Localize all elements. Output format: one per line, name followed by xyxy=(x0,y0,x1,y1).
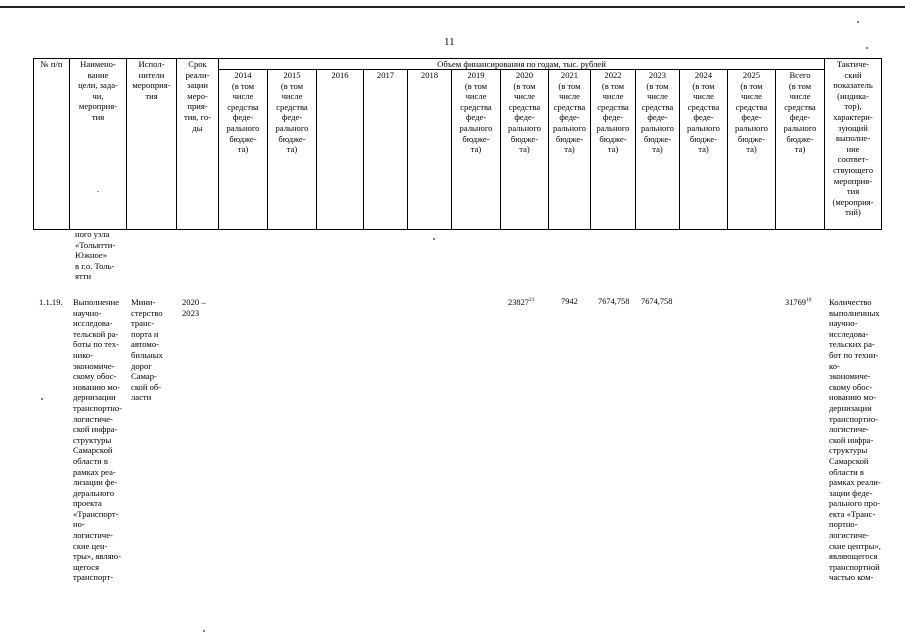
year-label: 2016 xyxy=(331,70,349,80)
year-header-cell xyxy=(591,70,636,230)
year-label: 2018 xyxy=(420,70,439,80)
value-2021: 7942 xyxy=(561,297,578,306)
col-term-header: Срок реали- зации меро- прия- тия, го- ды xyxy=(177,59,219,230)
year-note: (в том числе средства феде- рального бюдже- та) xyxy=(596,80,630,155)
year-label: 2014 xyxy=(234,70,252,80)
year-header-cell xyxy=(549,70,591,230)
year-label: 2019 xyxy=(467,70,485,80)
row-term: 2020 – 2023 xyxy=(182,297,206,318)
top-rule xyxy=(0,6,905,8)
col-funding-header: Объем финансирования по годам, тыс. рублей xyxy=(219,59,825,70)
year-note: (в том числе средства феде- рального бюдже- та) xyxy=(783,80,817,155)
year-header-cell xyxy=(452,70,501,230)
year-header-cell xyxy=(776,70,825,230)
scan-speck xyxy=(203,630,205,632)
funding-table-header xyxy=(33,58,882,230)
row-indicator: Количество выполненных научно- исследова- тельских ра- бот по техни- ко- экономиче- скому обос- нованию мо- дернизации транспортно- логистиче- ской инфра- структуры Самарской области в рамках реали- зации феде- рального про- екта «Транс- портно- логистиче- ские центры», являющегося транспортной частью ком- xyxy=(829,297,881,583)
col-name-header: Наимено- вание цели, зада- чи, мероприя- тия . xyxy=(70,59,127,230)
year-label: 2024 xyxy=(694,70,713,80)
year-label: 2020 xyxy=(515,70,534,80)
continuation-text: ного узла «Тольятти- Южное» в г.о. Толь- ятти xyxy=(75,229,116,282)
year-label: 2023 xyxy=(648,70,667,80)
year-label: 2025 xyxy=(742,70,761,80)
year-label: 2021 xyxy=(560,70,579,80)
year-header-cell xyxy=(219,70,268,230)
value-total: 31769$^{10}$ xyxy=(785,297,812,307)
row-name: Выполнение научно- исследова- тельской ра- боты по тех- нико- экономиче- скому обос- нованию мо- дернизации транспортно- логистиче- ской инфра- структуры Самарской области в рамках реа- лизации фе- дерального проекта «Транспорт- но- логистиче- ские цен- тры», являю- щегося транспорт- xyxy=(73,297,122,583)
value-2022: 7674,758 xyxy=(598,297,630,306)
year-label: Всего xyxy=(789,70,811,80)
year-header-cell xyxy=(501,70,549,230)
year-header-cell xyxy=(680,70,728,230)
year-label: 2015 xyxy=(283,70,301,80)
value-2020: 23827$^{21}$ xyxy=(508,297,535,307)
year-note: (в том числе средства феде- рального бюдже- та) xyxy=(553,80,586,155)
year-note: (в том числе средства феде- рального бюдже- та) xyxy=(508,80,541,155)
scan-speck xyxy=(866,47,868,49)
year-note: (в том числе средства феде- рального бюдже- та) xyxy=(459,80,493,155)
scan-speck xyxy=(41,398,43,400)
year-note: (в том числе средства феде- рального бюдже- та) xyxy=(226,80,260,155)
year-header-cell xyxy=(268,70,317,230)
scan-speck xyxy=(433,238,435,240)
year-note: (в том числе средства феде- рального бюдже- та) xyxy=(275,80,309,155)
year-note: (в том числе средства феде- рального бюдже- та) xyxy=(735,80,768,155)
year-note: (в том числе средства феде- рального бюдже- та) xyxy=(641,80,674,155)
year-label: 2022 xyxy=(604,70,622,80)
row-executor: Мини- стерство транс- порта и автомо- бильных дорог Самар- ской об- ласти xyxy=(131,297,163,403)
year-header-cell xyxy=(364,70,408,230)
year-label: 2017 xyxy=(376,70,395,80)
year-header-cell xyxy=(317,70,364,230)
scan-speck xyxy=(857,21,859,23)
year-header-cell xyxy=(408,70,452,230)
col-num-header: № п/п xyxy=(34,59,70,230)
year-header-cell xyxy=(728,70,776,230)
year-note: (в том числе средства феде- рального бюдже- та) xyxy=(687,80,720,155)
col-executors-header: Испол- нители мероприя- тия xyxy=(127,59,177,230)
col-indicator-header: Тактиче- ский показатель (индика- тор), характери- зующий выполне- ние соответ- ствующего мероприя- тия (мероприя- тий) xyxy=(825,59,882,230)
row-number: 1.1.19. xyxy=(39,297,63,307)
value-2023: 7674,758 xyxy=(641,297,673,306)
year-header-cell xyxy=(636,70,680,230)
page-number: 11 xyxy=(444,36,455,48)
